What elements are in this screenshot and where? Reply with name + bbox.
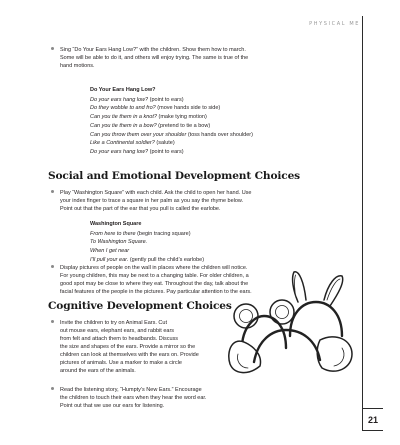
social-line: Point out that the part of the ear that you pull is called the earlobe. [60,206,221,212]
rhyme-line-text: I’ll pull your ear. [90,256,129,263]
social-line: For young children, this may be next to a changing table. For older children, a [60,273,249,279]
song-line-text: Can you tie them in a knot? [90,114,157,121]
song-line-note: (make tying motion) [156,114,207,121]
cognitive-line: Point out that we use our ears for listening. [60,403,165,409]
song-line [90,131,253,140]
margin-rule [362,16,363,429]
intro-line: Some will be able to do it, and others will enjoy trying. The same is true of the [60,55,249,61]
cognitive-line: out mouse ears, elephant ears, and rabbit ears [60,328,175,334]
cognitive-heading: Cognitive Development Choices [48,300,232,312]
song-line-note: (point to ears) [148,96,184,103]
bullet-dot-icon [51,265,54,268]
cognitive-line: from felt and attach them to headbands. Discuss [60,336,179,342]
song-block [90,86,253,157]
song-line-text: Do your ears hang low? [90,148,149,155]
page-number: 21 [367,414,378,425]
bullet-dot-icon [51,387,54,390]
song-line-text: Can you tie them in a bow? [90,122,157,129]
social-line: your index finger to trace a square in her palm as you say the rhyme below. [60,198,244,204]
intro-line: hand motions. [60,63,95,69]
song-line-note: (point to ears) [148,148,184,155]
animal-ears-headbands-icon [224,270,360,382]
cognitive-line: Invite the children to try on Animal Ears. Cut [60,320,167,326]
rhyme-line-text: From here to there [90,230,136,237]
cognitive-line: around the ears of the animals. [60,368,136,374]
cognitive-line: pictures of animals. Use a marker to make a circle [60,360,182,366]
social-heading: Social and Emotional Development Choices [48,170,300,182]
rhyme-line [90,230,204,239]
cognitive-bullet-2 [60,386,300,410]
bullet-dot-icon [51,47,54,50]
song-line-note: (pretend to tie a bow) [156,122,211,129]
cognitive-line: the children to touch their ears when they hear the word ear. [60,395,207,401]
social-line: Display pictures of people on the wall in places where the children will notice. [60,265,248,271]
song-line [90,104,253,113]
song-line-note: (toss hands over shoulder) [186,131,253,138]
song-line-text: Can you throw them over your shoulder [90,131,187,138]
social-line: facial features of the people in the pictures. Pay particular attention to the ears. [60,289,252,295]
bullet-dot-icon [51,190,54,193]
song-line [90,148,253,157]
song-title: Do Your Ears Hang Low? [90,87,156,93]
rabbit-ears-icon [290,272,343,336]
social-line: Play “Washington Square” with each child. Ask the child to open her hand. Use [60,190,252,196]
social-line: good spot may be close to where they eat. Throughout the day, talk about the [60,281,249,287]
rhyme-line-text: To Washington Square. [90,239,148,246]
rhyme-line-note: (begin tracing square) [135,230,191,237]
song-line-text: Like a Continental soldier? [90,140,155,147]
song-line [90,113,253,122]
song-line-note: (salute) [154,140,175,147]
rhyme-line [90,238,204,247]
cognitive-line: the size and shapes of the ears. Provide a mirror so the [60,344,196,350]
page-number-box [362,408,383,431]
song-line [90,96,253,105]
cognitive-line: Read the listening story, “Humpty’s New Ears.” Encourage [60,387,202,393]
rhyme-title: Washington Square [90,221,142,227]
cognitive-line: children can look at themselves with the ears on. Provide [60,352,199,358]
song-line-text: Do they wobble to and fro? [90,105,156,112]
rhyme-block [90,220,204,265]
song-line [90,122,253,131]
intro-bullet [60,46,356,70]
bullet-dot-icon [51,320,54,323]
song-line-text: Do your ears hang low? [90,96,149,103]
song-line-note: (move hands side to side) [155,105,221,112]
running-head: PHYSICAL ME [309,21,360,27]
song-line [90,139,253,148]
rhyme-line-note: (gently pull the child’s earlobe) [128,256,205,263]
rhyme-line-text: When I get near [90,248,130,255]
rhyme-line [90,247,204,256]
intro-line: Sing “Do Your Ears Hang Low?” with the children. Show them how to march. [60,47,246,53]
social-bullet-1 [60,189,356,213]
